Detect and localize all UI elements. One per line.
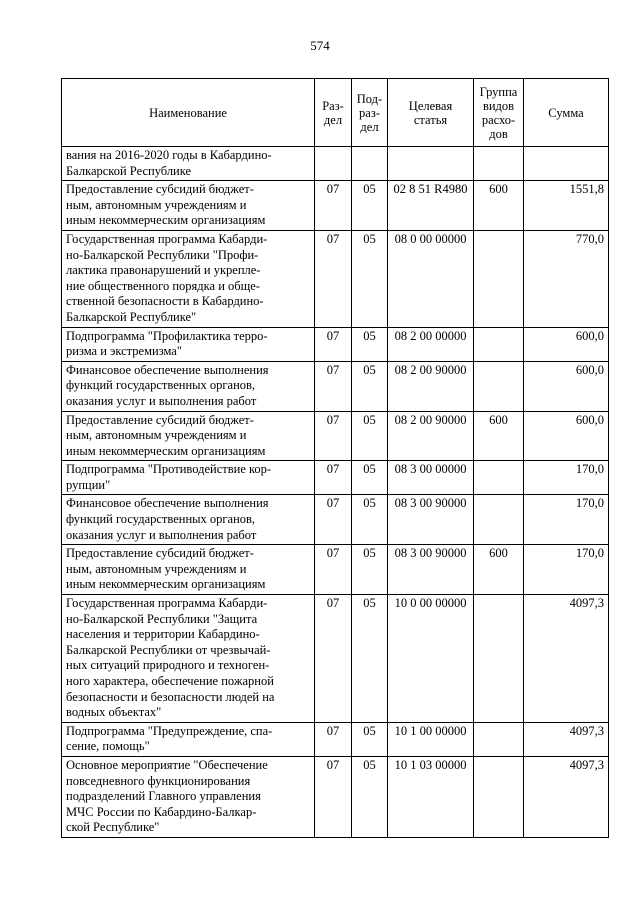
cell-podrazdel: 05	[352, 756, 388, 837]
cell-target: 08 0 00 00000	[388, 230, 474, 327]
table-row	[62, 230, 609, 327]
cell-target: 08 2 00 90000	[388, 361, 474, 411]
cell-name: Подпрограмма "Профилактика терро- ризма и экстремизма"	[62, 327, 315, 361]
header-sum: Сумма	[524, 79, 609, 147]
cell-name: Государственная программа Кабарди- но-Балкарской Республики "Защита населения и территории Кабардино- Балкарской Республики от чрезвычай- ных ситуаций природного и техноген- ного характера, обеспечение пожарной безопасности и безопасности людей на водных объектах"	[62, 595, 315, 723]
cell-target: 02 8 51 R4980	[388, 181, 474, 231]
cell-target: 08 3 00 90000	[388, 495, 474, 545]
header-target: Целевая статья	[388, 79, 474, 147]
cell-sum: 600,0	[524, 411, 609, 461]
cell-razdel: 07	[315, 230, 352, 327]
cell-podrazdel: 05	[352, 327, 388, 361]
cell-razdel: 07	[315, 361, 352, 411]
cell-name: вания на 2016-2020 годы в Кабардино- Балкарской Республике	[62, 147, 315, 181]
cell-target: 08 2 00 90000	[388, 411, 474, 461]
cell-target: 10 1 00 00000	[388, 722, 474, 756]
cell-name: Подпрограмма "Противодействие кор- рупции"	[62, 461, 315, 495]
table-row	[62, 181, 609, 231]
cell-razdel: 07	[315, 722, 352, 756]
table-row	[62, 327, 609, 361]
table-row	[62, 595, 609, 723]
cell-target: 10 1 03 00000	[388, 756, 474, 837]
table-row	[62, 722, 609, 756]
cell-group	[474, 147, 524, 181]
cell-sum: 770,0	[524, 230, 609, 327]
cell-target	[388, 147, 474, 181]
cell-group: 600	[474, 411, 524, 461]
cell-group	[474, 756, 524, 837]
cell-razdel: 07	[315, 461, 352, 495]
cell-name: Финансовое обеспечение выполнения функций государственных органов, оказания услуг и выполнения работ	[62, 361, 315, 411]
cell-razdel: 07	[315, 411, 352, 461]
cell-name: Предоставление субсидий бюджет- ным, автономным учреждениям и иным некоммерческим организациям	[62, 181, 315, 231]
cell-group	[474, 495, 524, 545]
cell-group	[474, 230, 524, 327]
cell-target: 08 3 00 00000	[388, 461, 474, 495]
table-row	[62, 545, 609, 595]
cell-sum: 600,0	[524, 327, 609, 361]
cell-name: Подпрограмма "Предупреждение, спа- сение, помощь"	[62, 722, 315, 756]
cell-name: Предоставление субсидий бюджет- ным, автономным учреждениям и иным некоммерческим организациям	[62, 545, 315, 595]
cell-podrazdel: 05	[352, 545, 388, 595]
cell-group: 600	[474, 181, 524, 231]
header-razdel: Раз- дел	[315, 79, 352, 147]
table-row	[62, 361, 609, 411]
header-name: Наименование	[62, 79, 315, 147]
cell-name: Финансовое обеспечение выполнения функций государственных органов, оказания услуг и выполнения работ	[62, 495, 315, 545]
cell-razdel: 07	[315, 327, 352, 361]
table-row	[62, 147, 609, 181]
cell-sum: 170,0	[524, 461, 609, 495]
cell-group	[474, 595, 524, 723]
table-row	[62, 756, 609, 837]
cell-sum: 1551,8	[524, 181, 609, 231]
table-row	[62, 411, 609, 461]
cell-sum: 170,0	[524, 495, 609, 545]
table-row	[62, 495, 609, 545]
table-row	[62, 461, 609, 495]
cell-razdel: 07	[315, 756, 352, 837]
cell-sum: 4097,3	[524, 756, 609, 837]
cell-group	[474, 327, 524, 361]
cell-razdel	[315, 147, 352, 181]
cell-razdel: 07	[315, 181, 352, 231]
header-group: Группа видов расхо- дов	[474, 79, 524, 147]
cell-sum: 170,0	[524, 545, 609, 595]
cell-podrazdel	[352, 147, 388, 181]
cell-target: 08 2 00 00000	[388, 327, 474, 361]
cell-sum: 4097,3	[524, 722, 609, 756]
cell-podrazdel: 05	[352, 722, 388, 756]
cell-target: 08 3 00 90000	[388, 545, 474, 595]
table-body	[62, 147, 609, 838]
cell-podrazdel: 05	[352, 595, 388, 723]
cell-podrazdel: 05	[352, 181, 388, 231]
cell-podrazdel: 05	[352, 411, 388, 461]
cell-podrazdel: 05	[352, 361, 388, 411]
cell-name: Государственная программа Кабарди- но-Балкарской Республики "Профи- лактика правонарушений и укрепле- ние общественного порядка и обще- ственной безопасности в Кабардино- Балкарской Республике"	[62, 230, 315, 327]
cell-podrazdel: 05	[352, 495, 388, 545]
cell-name: Основное мероприятие "Обеспечение повседневного функционирования подразделений Главного управления МЧС России по Кабардино-Балкар- ской Республике"	[62, 756, 315, 837]
cell-razdel: 07	[315, 495, 352, 545]
cell-razdel: 07	[315, 545, 352, 595]
cell-sum	[524, 147, 609, 181]
cell-sum: 4097,3	[524, 595, 609, 723]
budget-table	[61, 78, 609, 838]
cell-group	[474, 361, 524, 411]
header-podrazdel: Под- раз- дел	[352, 79, 388, 147]
cell-podrazdel: 05	[352, 230, 388, 327]
cell-podrazdel: 05	[352, 461, 388, 495]
cell-group: 600	[474, 545, 524, 595]
cell-group	[474, 461, 524, 495]
table-header-row	[62, 79, 609, 147]
cell-name: Предоставление субсидий бюджет- ным, автономным учреждениям и иным некоммерческим организациям	[62, 411, 315, 461]
page-number: 574	[310, 38, 330, 53]
cell-group	[474, 722, 524, 756]
cell-sum: 600,0	[524, 361, 609, 411]
cell-razdel: 07	[315, 595, 352, 723]
cell-target: 10 0 00 00000	[388, 595, 474, 723]
